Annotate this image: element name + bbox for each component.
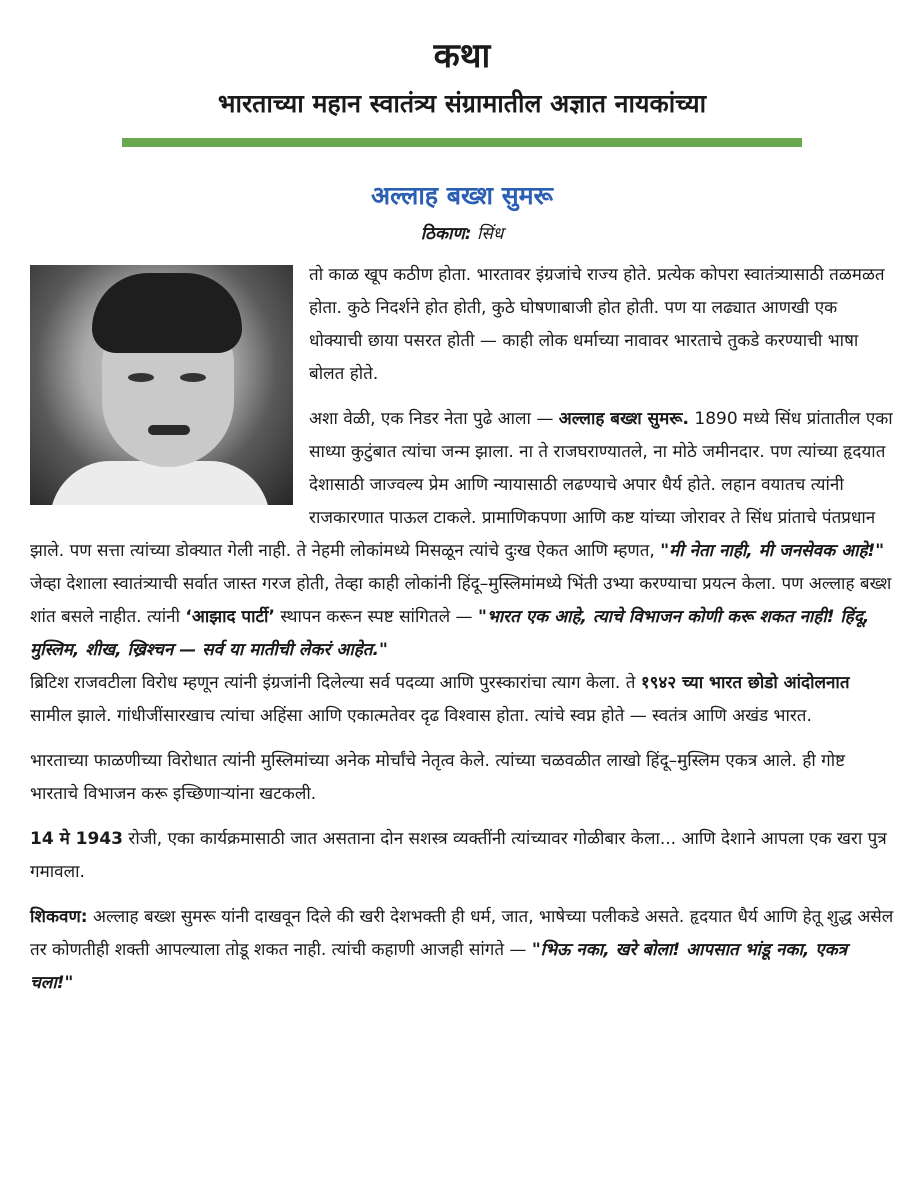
paragraph-azad-party: जेव्हा देशाला स्वातंत्र्याची सर्वात जास्त गरज होती, तेव्हा काही लोकांनी हिंदू–मुस्लिमांमध्ये भिंती उभ्या करण्याचा प्रयत्न केला. पण अल्लाह बख्श शांत बसले नाहीत. त्यांनी ‘आझाद पार्टी’ स्थापन करून स्पष्ट सांगितले — "भारत एक आहे, त्याचे विभाजन कोणी करू शकत नाही! हिंदू, मुस्लिम, शीख, ख्रिश्चन — सर्व या मातीची लेकरं आहेत." <box>30 574 892 660</box>
location-line <box>30 221 894 247</box>
story-body <box>30 259 894 1000</box>
green-divider <box>122 138 802 147</box>
hero-name-inline: अल्लाह बख्श सुमरू. <box>558 409 689 429</box>
azad-party-name: ‘आझाद पार्टी’ <box>185 607 275 627</box>
paragraph-lesson: शिकवण: अल्लाह बख्श सुमरू यांनी दाखवून दिले की खरी देशभक्ती ही धर्म, जात, भाषेच्या पलीकडे असते. हृदयात धैर्य आणि हेतू शुद्ध असेल तर कोणतीही शक्ती आपल्याला तोडू शकत नाही. त्यांची कहाणी आजही सांगते — "भिऊ नका, खरे बोला! आपसात भांडू नका, एकत्र चला!" <box>30 907 894 993</box>
location-label: ठिकाण: <box>420 224 472 244</box>
hero-name: अल्लाह बख्श सुमरू <box>371 181 553 210</box>
page-subtitle: भारताच्या महान स्वातंत्र्य संग्रामातील अज्ञात नायकांच्या <box>217 89 707 118</box>
paragraph-intro: तो काळ खूप कठीण होता. भारतावर इंग्रजांचे राज्य होते. प्रत्येक कोपरा स्वातंत्र्यासाठी तळमळत होता. कुठे निदर्शने होत होती, कुठे घोषणाबाजी होत होती. पण या लढ्यात आणखी एक धोक्याची छाया पसरत होती — काही लोक धर्माच्या नावावर भारताचे तुकडे करण्याची भाषा बोलत होते. <box>309 265 885 384</box>
quit-india-movement: १९४२ च्या भारत छोडो आंदोलनात <box>640 673 850 693</box>
lesson-label: शिकवण: <box>30 907 88 927</box>
page-title: कथा <box>433 36 491 76</box>
paragraph-partition: भारताच्या फाळणीच्या विरोधात त्यांनी मुस्लिमांच्या अनेक मोर्चांचे नेतृत्व केले. त्यांच्या चळवळीत लाखो हिंदू–मुस्लिम एकत्र आले. ही गोष्ट भारताचे विभाजन करू इच्छिणाऱ्यांना खटकली. <box>30 751 846 804</box>
quote-lesson: "भिऊ नका, खरे बोला! आपसात भांडू नका, एकत्र चला!" <box>30 940 848 993</box>
paragraph-quit-india: ब्रिटिश राजवटीला विरोध म्हणून त्यांनी इंग्रजांनी दिलेल्या सर्व पदव्या आणि पुरस्कारांचा त्याग केला. ते १९४२ च्या भारत छोडो आंदोलनात सामील झाले. गांधीजींसारखाच त्यांचा अहिंसा आणि एकात्मतेवर दृढ विश्वास होता. त्यांचे स्वप्न होते — स्वतंत्र आणि अखंड भारत. <box>30 673 850 726</box>
paragraph-assassination: 14 मे 1943 रोजी, एका कार्यक्रमासाठी जात असताना दोन सशस्त्र व्यक्तींनी त्यांच्यावर गोळीबार केला... आणि देशाने आपला एक खरा पुत्र गमावला. <box>30 829 887 882</box>
paragraph-hero-intro: अशा वेळी, एक निडर नेता पुढे आला — अल्लाह बख्श सुमरू. 1890 मध्ये सिंध प्रांतातील एका साध्या कुटुंबात त्यांचा जन्म झाला. ना ते राजघराण्यातले, ना मोठे जमीनदार. पण त्यांच्या हृदयात देशासाठी जाज्वल्य प्रेम आणि न्यायासाठी लढण्याचे अपार धैर्य होते. लहान वयातच त्यांनी राजकारणात पाऊल टाकले. प्रामाणिकपणा आणि कष्ट यांच्या जोरावर ते सिंध प्रांताचे पंतप्रधान झाले. पण सत्ता त्यांच्या डोक्यात गेली नाही. ते नेहमी लोकांमध्ये मिसळून त्यांचे दुःख ऐकत आणि म्हणत, "मी नेता नाही, मी जनसेवक आहे!" <box>30 409 893 561</box>
location-value: सिंध <box>476 224 504 244</box>
quote-jansevak: "मी नेता नाही, मी जनसेवक आहे!" <box>660 541 885 561</box>
death-date: 14 मे 1943 <box>30 829 123 849</box>
portrait-photo <box>30 265 293 505</box>
quote-unity: "भारत एक आहे, त्याचे विभाजन कोणी करू शकत नाही! हिंदू, मुस्लिम, शीख, ख्रिश्चन — सर्व या मातीची लेकरं आहेत." <box>30 607 870 660</box>
